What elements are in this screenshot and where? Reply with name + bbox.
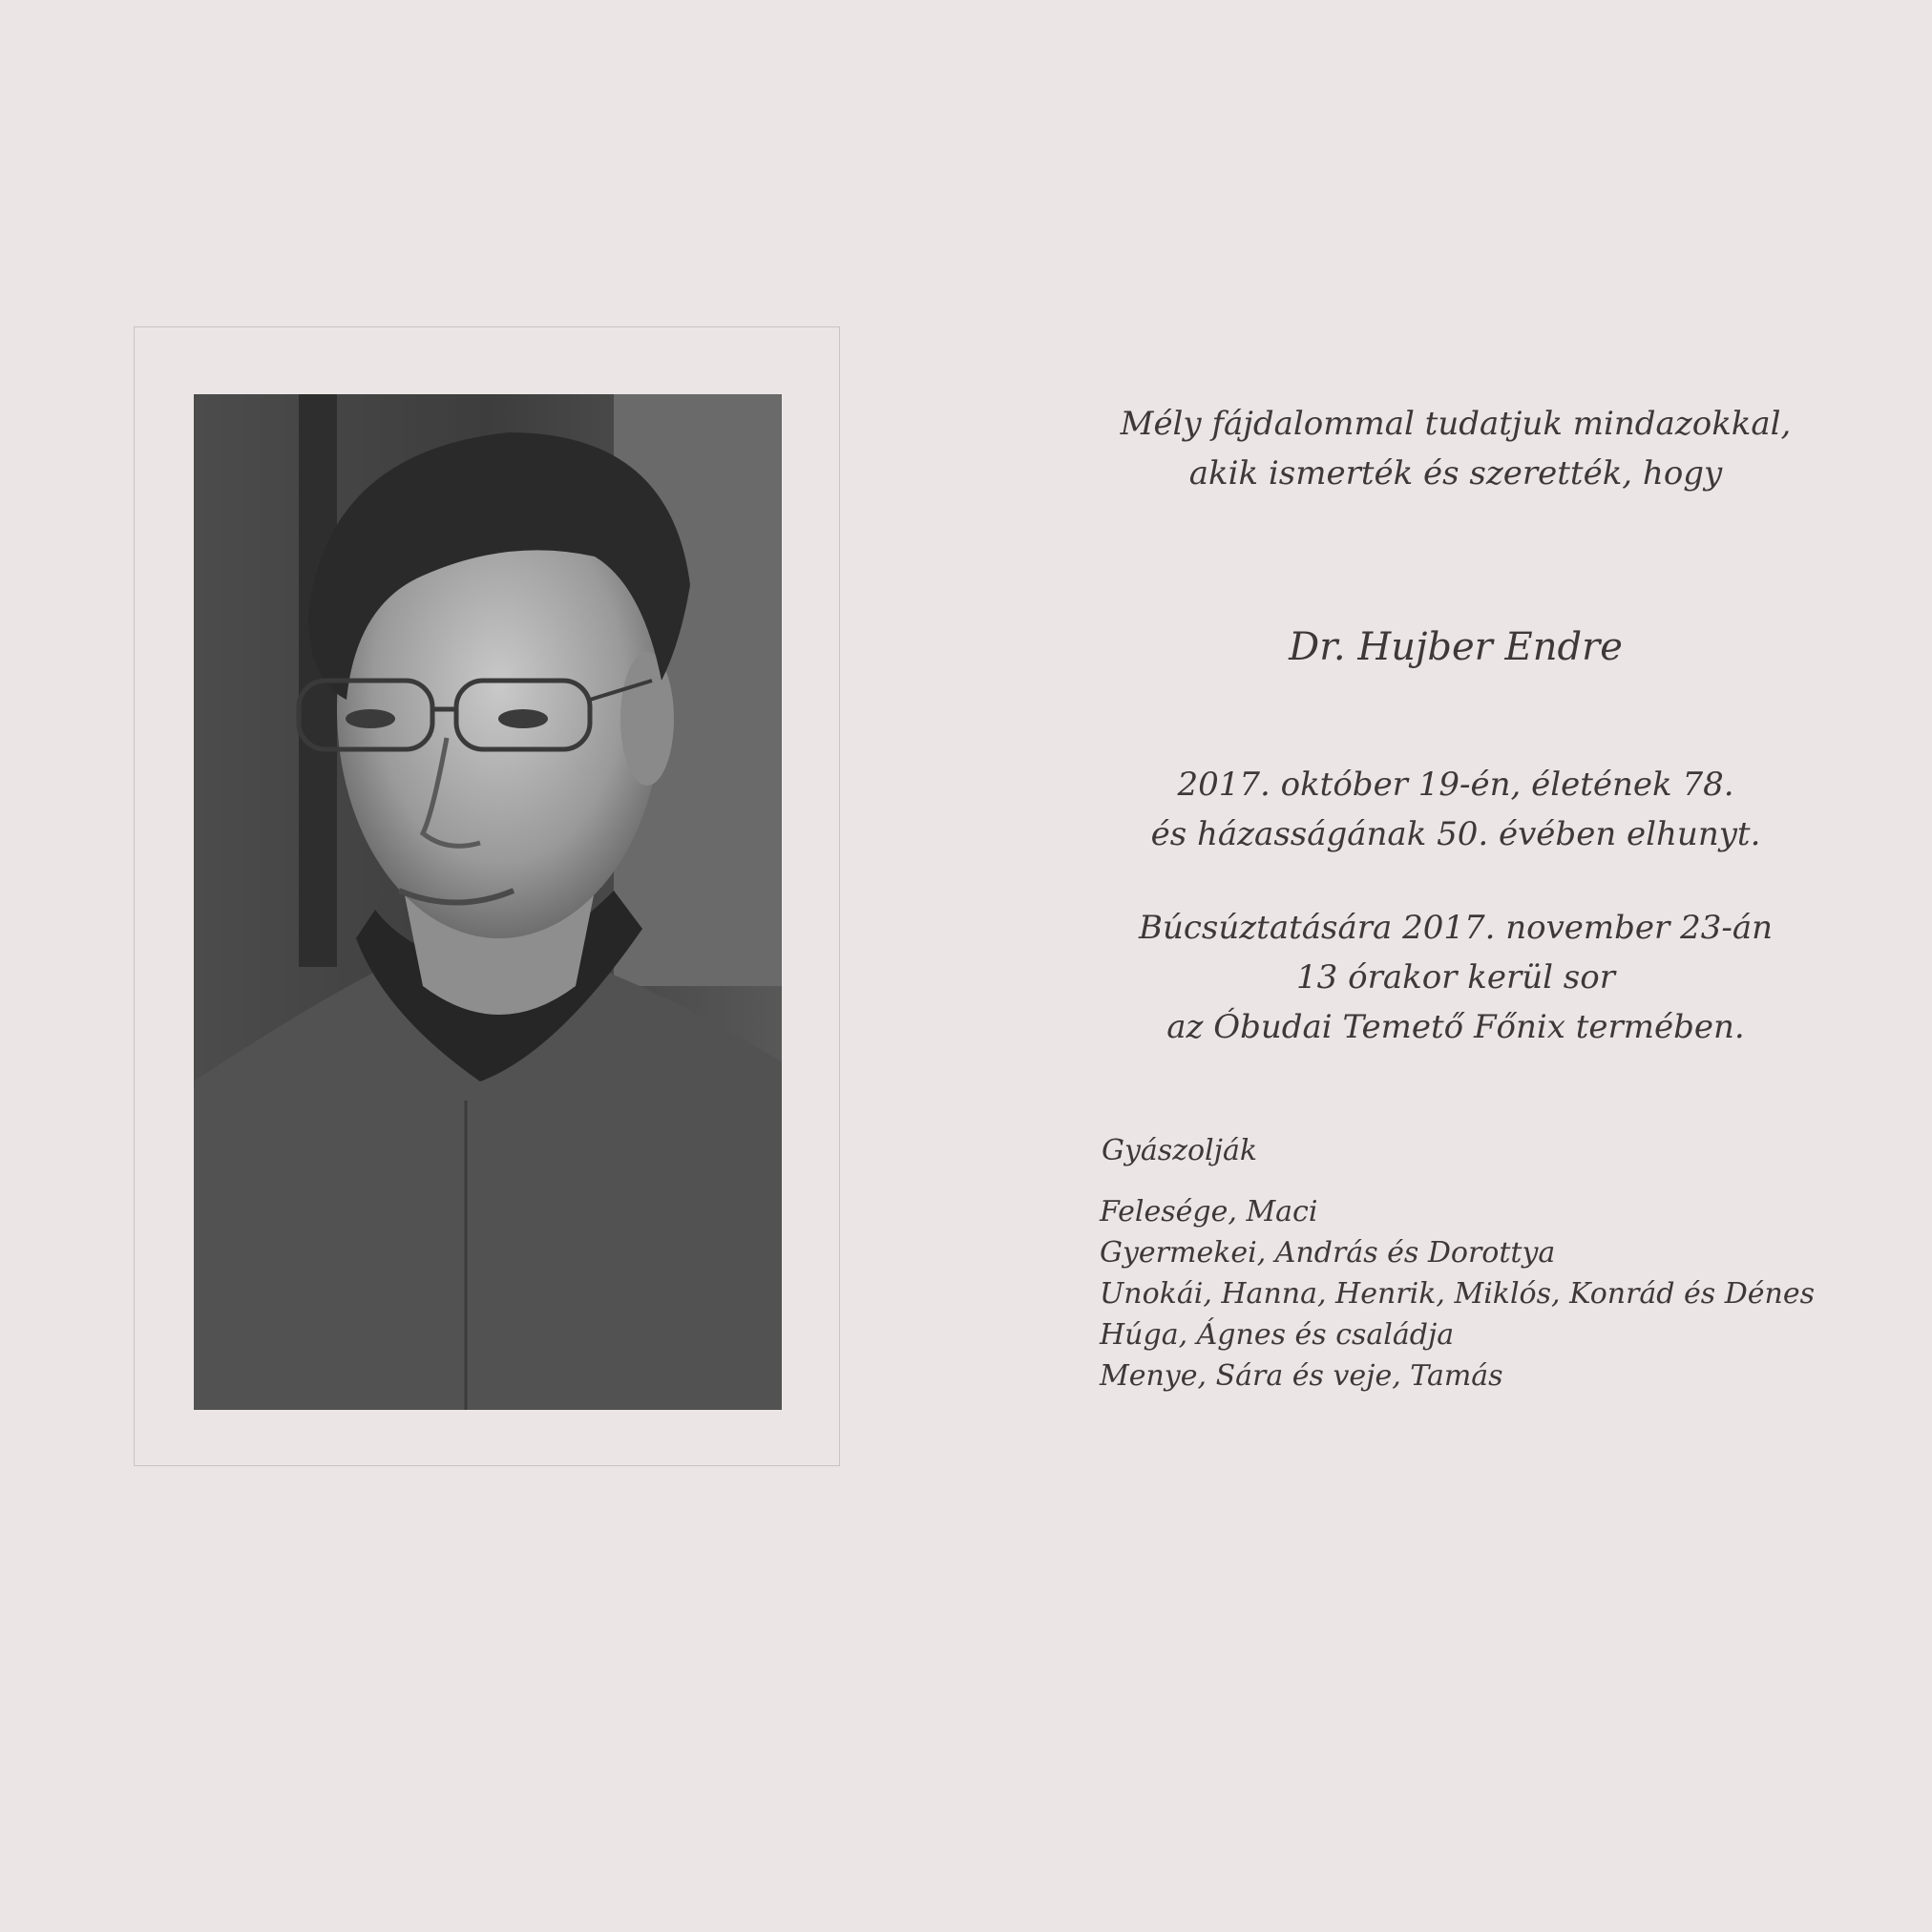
deceased-name: Dr. Hujber Endre: [1289, 625, 1623, 669]
photo-frame: [134, 326, 840, 1466]
mourner-item: Felesége, Maci: [1100, 1195, 1318, 1228]
death-line: és házasságának 50. évében elhunyt.: [1150, 815, 1761, 853]
mourner-item: Menye, Sára és veje, Tamás: [1100, 1359, 1503, 1393]
portrait-photo: [194, 394, 782, 1410]
intro-line: Mély fájdalommal tudatjuk mindazokkal,: [1120, 405, 1792, 443]
death-line: 2017. október 19-én, életének 78.: [1177, 766, 1734, 804]
funeral-details: [1088, 903, 1823, 1052]
intro-line: akik ismerték és szerették, hogy: [1188, 454, 1723, 493]
mourner-item: Húga, Ágnes és családja: [1100, 1318, 1455, 1352]
funeral-line: az Óbudai Temető Főnix termében.: [1166, 1008, 1745, 1046]
mourners-list: [1100, 1191, 1815, 1396]
funeral-line: 13 órakor kerül sor: [1296, 958, 1615, 997]
intro-text: [1088, 399, 1823, 498]
death-details: [1088, 760, 1823, 859]
mourner-item: Unokái, Hanna, Henrik, Miklós, Konrád és Dénes: [1100, 1277, 1816, 1311]
portrait-image: [194, 394, 782, 1410]
mourners-title: Gyászolják: [1102, 1134, 1258, 1167]
funeral-line: Búcsúztatására 2017. november 23-án: [1138, 909, 1774, 947]
mourner-item: Gyermekei, András és Dorottya: [1100, 1236, 1556, 1270]
